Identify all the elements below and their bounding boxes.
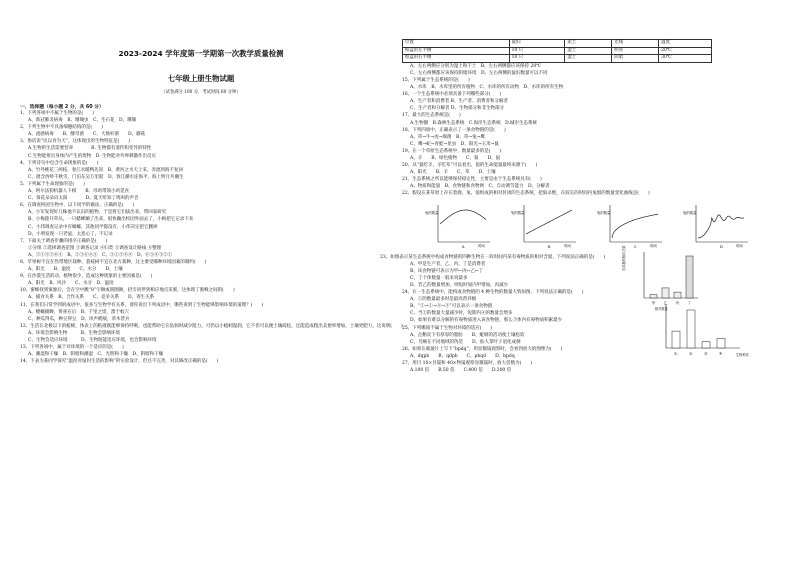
table-header-cell: 位置: [403, 40, 510, 48]
answer-options: A.生物的生活需要营养 B. 生物都有遗传和变异的特性: [28, 146, 152, 152]
chart-letter: D: [720, 244, 723, 249]
question-list-right-top: [402, 63, 778, 198]
answer-options: B、该食物链可表示为甲←丙←乙←丁: [410, 268, 484, 274]
question-text: 24、在一生态系统中，能构成食物链的 4 种生物的数量大致如图，下列说法正确的是( ): [402, 290, 584, 296]
answer-options: A、小军发现好几株他不认识的植物，于是将它们拔出来，带回家研究: [28, 210, 167, 216]
answer-options: A、①的数量最多时是最高营养级: [410, 297, 477, 303]
table-cell: 纸盒的右半侧: [403, 55, 510, 63]
answer-options: A、水库 B、水库里的所有植物 C、水库的所有动物 D、水库的所有生物: [410, 85, 564, 91]
tick-label: 丁: [687, 300, 692, 305]
q22-charts: [402, 202, 778, 248]
table-cell: 20℃: [659, 47, 712, 55]
table-row: [403, 55, 712, 63]
bar-2: [687, 310, 695, 348]
answer-options: C、生产者和分解者 D、生物部分和非生物部分: [410, 106, 504, 112]
right-column: [380, 0, 778, 561]
tick-label: 丙: [675, 300, 680, 305]
tick-label: 甲: [651, 300, 656, 305]
series-line: [440, 210, 486, 224]
answer-options: A.100 倍 B.50 倍 C.400 倍 D.200 倍: [410, 368, 512, 374]
table-cell: 湿土: [565, 47, 612, 55]
table-cell: 30℃: [659, 55, 712, 63]
question-text: 21、生态系统之所以能够保持稳定性，主要是由于生态系统具有( ): [402, 177, 542, 183]
question-text: 2、下列生物中不具备细胞结构的是( ): [20, 125, 103, 131]
series-line: [526, 210, 572, 234]
question-text: 16、一个生态系统中必须具备下列哪些部分( ): [402, 92, 502, 98]
q22-curve-chart: [680, 202, 752, 248]
question-text: 20、从“狼吃羊，羊吃草”可以看出，狼的生命能量最终来源于( ): [402, 163, 538, 169]
question-text: 3、俗话说“民以食为天”，这体现出的生物特征是( ): [20, 139, 130, 145]
chart-group: [425, 205, 490, 249]
question-text: 13、下列各项中，属于对环境的一个适应的是( ): [20, 345, 124, 351]
question-text: 6、在调查校园生物中，以下同学的做法，正确的是( ): [20, 203, 135, 209]
question-text: 26、如果在载玻片上写下“bpdq”，用显微镜观察时，会看到放大的图像为( ): [402, 346, 563, 352]
answer-options: D、小明发现一只老鼠，太恶心了，不记录: [28, 231, 113, 237]
question-text: 1、下列各项中不属于生物的是( ): [20, 111, 94, 116]
table-header-row: [403, 40, 712, 48]
q22-curve-chart: [422, 202, 494, 248]
answer-options: C、小伟调查记录中有蟑螂，其他同学都没有，小伟决定把它删掉: [28, 224, 158, 230]
section-heading: 一、选择题（每小题 2 分，共 60 分）: [20, 105, 104, 110]
answer-options: C、种瓜得瓜，种豆得豆 D、风声鹤唳，草木皆兵: [28, 316, 130, 322]
q22-curve-chart: [508, 202, 580, 248]
answer-options: A、捕食关系 B、合作关系 C、竞争关系 D、寄生关系: [28, 295, 155, 301]
question-text: 27、用目 10×目镜和 40×物镜观察显微镜时，放大倍数为( ): [402, 360, 533, 366]
x-axis-label: 时间: [564, 243, 571, 248]
bar-乙: [662, 287, 669, 297]
answer-options: A、②①⑤③⑥④ B、②③⑥④⑤ C、⑤①③⑥④ D、⑥⑤④③②①: [28, 252, 173, 258]
y-axis-label: 兔的数量: [511, 210, 525, 215]
exam-subtitle: 七年级上册生物试题: [167, 74, 235, 83]
tick-label: 乙: [663, 300, 668, 305]
question-text: 18、下列四项中，正确表示了一条食物链的是( ): [402, 127, 506, 133]
question-text: 7、下面关于调查步骤的排序正确的是( ): [20, 238, 108, 244]
answer-options: A、新冠肺炎病毒 B、珊瑚虫 C、生石花 D、珊瑚: [28, 118, 137, 124]
answer-options: A、甲是生产者，乙、丙、丁是消费者: [410, 261, 486, 267]
answer-options: A、阿尔法狗机器人下棋 B、母鸡带领小鸡觅食: [28, 189, 130, 195]
tick-label: ②: [689, 350, 693, 356]
answer-options: C.生物能排出身体内产生的废物 D. 生物能对外界刺激作出反应: [28, 153, 157, 159]
table-cell: 10 只: [509, 47, 565, 55]
table-header-cell: 光线: [612, 40, 659, 48]
table-cell: 纸盒的左半侧: [403, 47, 510, 55]
answer-options: A、生产者和消费者 B、生产者、消费者和分解者: [410, 99, 508, 105]
y-axis-label: 兔的数量: [425, 210, 439, 215]
question-text: 17、最大的生态系统是( ): [402, 113, 461, 119]
answer-options: A、环境会影响生物 B、生物会影响环境: [28, 330, 121, 336]
answer-options: C、乌贼在不同地域的伪装 D、仙人掌叶子退化成刺: [410, 339, 521, 345]
answer-options: C、丁个体数量一般来说最多: [410, 275, 468, 281]
bar-1: [672, 331, 680, 348]
question-text: 22、假设在某草原上存在着鹿、兔、狼组成的相对封闭的生态系统，把狼杀绝，在较长的时间内兔群的数量变化曲线是( ): [402, 191, 650, 197]
chart-group: [511, 205, 576, 249]
question-text: 14、下表为某同学探究“温度对鼠妇生活的影响”的实验设计，但还不完善，对其修改正确的是( ): [20, 359, 219, 365]
answer-options: A、阳光 B、羊 C、草 D、土壤: [410, 170, 496, 176]
y-axis-label: 相对数量: [655, 306, 668, 311]
chart-group: [597, 205, 662, 249]
answer-options: A、竹外桃花三两枝，春江水暖鸭先知 B、黄河之水天上来，奔流到海不复回: [28, 167, 184, 173]
answer-options: A、阳光 B、温度 C、水分 D、土壤: [28, 267, 123, 273]
chart-letter: B: [548, 244, 551, 249]
answer-options: A、dqpb B、qdpb C、pbqd D、bpdq: [410, 353, 515, 359]
table-cell: 明亮: [612, 47, 659, 55]
question-text: 10、蜜蜂找到蜜源后，会在空中跳“8”字舞或圆圈舞，招引同伴到相应地点采蜜，这体现了蜜蜂之间的( ): [20, 288, 235, 294]
answer-options: D、若乙的数量增加，则短时间内甲增加，丙减少: [410, 282, 509, 288]
bar-甲: [650, 294, 657, 297]
answer-options: A、左右两侧应分别为湿土和干土 B、左右两侧都应该保持 20℃: [410, 63, 542, 69]
exam-note: （试卷满分 100 分，考试时间 60 分钟）: [161, 90, 241, 95]
table-header-cell: 鼠妇: [509, 40, 565, 48]
table-cell: 湿土: [565, 55, 612, 63]
answer-options: A、企鹅皮下有厚厚的脂肪 B、蚯蚓的活动使土壤松软: [410, 332, 525, 338]
q24-bar-chart: [652, 300, 762, 362]
bar-丙: [674, 292, 681, 298]
question-text: 5、下列属于生命现象的是( ): [20, 181, 85, 187]
answer-options: C、左右两侧都应该保持阴暗环境 D、左右两侧的鼠妇数量可以不同: [410, 70, 548, 76]
question-text: 8、苹果树不宜在热带地区栽种，荔枝树不宜在北方栽种，这主要受哪种环境因素的制约( ): [20, 259, 207, 265]
x-axis-label: 时间: [736, 243, 743, 248]
table-row: [403, 47, 712, 55]
tick-label: ③: [704, 350, 708, 356]
exam-title: 2023-2024 学年度第一学期第一次教学质量检测: [118, 49, 284, 58]
q22-curve-chart: [594, 202, 666, 248]
left-column: [20, 0, 403, 561]
table-cell: 10 只: [509, 55, 565, 63]
answer-options: B、“②→①→④→③”可以表示一条食物链: [410, 304, 493, 310]
question-text: 23、如图表示某生态系统中构成食物链的四种生物在一段时间内某有毒物质的相对含量，下列说法正确的是( ): [380, 254, 606, 260]
answer-options: C、鹰→蛇→青蛙→昆虫 D、阳光→玉米→鼠: [410, 141, 499, 147]
x-axis-label: 时间: [478, 243, 485, 248]
q23-q27-block: [380, 245, 778, 375]
series-line: [612, 214, 658, 238]
answer-options: D、如果有难以分解的有毒物质进入该食物链，那么③体内有毒物质积累最少: [410, 318, 563, 324]
bar-3: [702, 341, 710, 347]
question-list-left: [20, 110, 403, 365]
chart-letter: A: [462, 244, 465, 249]
answer-options: ①分组 ②选择调查范围 ③调查记录 ④归类 ⑤调查设计路线 ⑥整理: [28, 245, 162, 251]
answer-options: A、流感病毒 B、酵母菌 C、大肠杆菌 D、蘑菇: [28, 132, 146, 138]
question-text: 25、下列哪项不属于生物对环境的适应( ): [402, 325, 493, 331]
answer-options: C、生物会适应环境 D、生物既能适应环境，也会影响环境: [28, 338, 157, 343]
question-text: 4、下列诗句中包含生命现象的是( ): [20, 160, 99, 166]
question-text: 11、在我们日常学到的成语中，很多与生物学有关系，请你说出下列成语中，哪些说明了生物能够影响环境的道理？( ): [20, 302, 264, 308]
y-axis-label: 兔的数量: [683, 210, 697, 215]
tick-label: ④: [719, 350, 723, 356]
answer-options: C、窗含西岭千秋雪，门泊东吴万里船 D、春江潮水连海平，海上明月共潮生: [28, 174, 184, 180]
question-text: 15、下列属于生态系统的是( ): [402, 77, 470, 83]
answer-options: A、潮湿和干燥 B、阴暗和潮湿 C、光明和干燥 D、阴暗和干燥: [28, 352, 164, 358]
chart-group: [683, 205, 748, 249]
question-text: 12、生活在北极以下的蚯蚓，体表上的粘液既能够保持呼吸，也能帮助它在钻洞时减少阻力，可仍以小蚯蚓湿润，它不但可以便土壤疏松，还能造成粗出美便率增加，土壤更肥力。这说明( ): [20, 323, 403, 329]
answer-options: B、小梅拨开草丛，一只蟋蟀蹦了出来，很快蹦出校园外面去了，小梅把它记录下来: [28, 217, 194, 223]
bar-4: [717, 338, 725, 348]
table-header-cell: 泥土: [565, 40, 612, 48]
question-text: 9、在沙漠生活的动、植物很少，造成这种现象的主要因素是( ): [20, 274, 153, 280]
table-header-cell: 温度: [659, 40, 712, 48]
answer-options: A、草→牛→虎→细菌 B、草→兔→鹰: [410, 134, 485, 140]
answer-options: A.生物圈 B.森林生态系统 C.海洋生态系统 D.城市生态系统: [410, 120, 538, 126]
answer-options: A、物质和能量 B、食物链和食物网 C、自动调节能力 D、分解者: [410, 184, 550, 190]
answer-options: C、当①的数量大量减少时，短期内④的数量会增多: [410, 311, 513, 317]
question-text: 19、在一个草原生态系统中，数量最多的是( ): [402, 148, 502, 154]
answer-options: C、葵花朵朵向太阳 D、夏天听知了鸣叫的声音: [28, 196, 139, 202]
y-axis-label: 有毒物质相对含量: [622, 245, 626, 271]
tick-label: ①: [674, 350, 678, 356]
table-cell: 阴暗: [612, 55, 659, 63]
chart-letter: C: [634, 244, 637, 249]
answer-options: A、螳螂捕蝉，黄雀在后 B、千里之堤，溃于蚁穴: [28, 309, 130, 315]
answer-options: A、阳光 B、风沙 C、水分 D、温度: [28, 281, 114, 287]
x-axis-label: 生物种类: [736, 352, 749, 357]
series-line: [698, 214, 744, 237]
experiment-table: [402, 39, 712, 63]
bar-丁: [686, 256, 693, 298]
answer-options: A、羊 B、绿色植物 C、狼 D、鼠: [410, 156, 501, 161]
x-axis-label: 时间: [650, 243, 657, 248]
y-axis-label: 兔的数量: [597, 210, 611, 215]
